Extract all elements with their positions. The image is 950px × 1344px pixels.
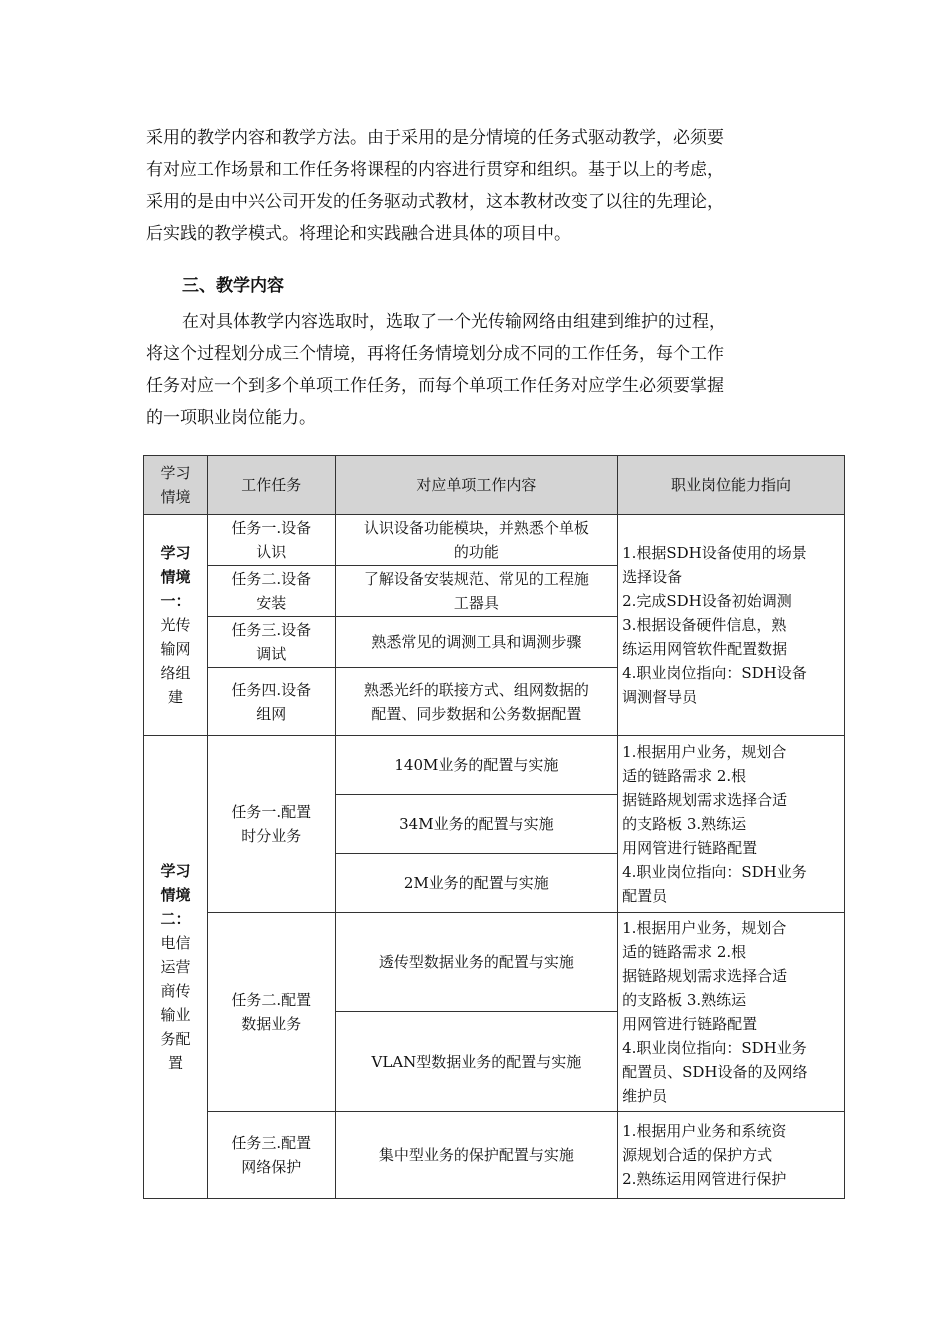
content-cell: VLAN型数据业务的配置与实施 bbox=[335, 1012, 617, 1112]
content-cell: 了解设备安装规范、常见的工程施 工器具 bbox=[335, 566, 617, 617]
task-cell: 任务一.设备 认识 bbox=[207, 515, 335, 566]
header-situation: 学习 情境 bbox=[144, 456, 208, 515]
content-cell: 集中型业务的保护配置与实施 bbox=[335, 1112, 617, 1199]
content-cell: 认识设备功能模块，并熟悉个单板 的功能 bbox=[335, 515, 617, 566]
text-line: 采用的教学内容和教学方法。由于采用的是分情境的任务式驱动教学，必须要 bbox=[146, 128, 724, 148]
header-ability: 职业岗位能力指向 bbox=[618, 456, 845, 515]
text-line: 后实践的教学模式。将理论和实践融合进具体的项目中。 bbox=[146, 224, 571, 244]
situation-2-cell: 学习 情境 二： 电信 运营 商传 输业 务配 置 bbox=[144, 736, 208, 1199]
content-cell: 140M业务的配置与实施 bbox=[335, 736, 617, 795]
text-line: 采用的是由中兴公司开发的任务驱动式教材，这本教材改变了以往的先理论， bbox=[146, 192, 724, 212]
task-cell: 任务二.设备 安装 bbox=[207, 566, 335, 617]
task-cell: 任务一.配置 时分业务 bbox=[207, 736, 335, 913]
text-line: 的一项职业岗位能力。 bbox=[146, 408, 316, 428]
content-cell: 熟悉光纤的联接方式、组网数据的 配置、同步数据和公务数据配置 bbox=[335, 668, 617, 736]
table-row bbox=[144, 913, 845, 1012]
ability-cell: 1.根据用户业务，规划合 适的链路需求 2.根 据链路规划需求选择合适 的支路板 3.熟练运 用网管进行链路配置 4.职业岗位指向：SDH业务 配置员 bbox=[618, 736, 845, 913]
ability-cell: 1.根据SDH设备使用的场景 选择设备 2.完成SDH设备初始调测 3.根据设备硬件信息，熟 练运用网管软件配置数据 4.职业岗位指向：SDH设备 调测督导员 bbox=[618, 515, 845, 736]
ability-cell: 1.根据用户业务和系统资 源规划合适的保护方式 2.熟练运用网管进行保护 bbox=[618, 1112, 845, 1199]
content-table bbox=[143, 455, 845, 1199]
task-cell: 任务四.设备 组网 bbox=[207, 668, 335, 736]
body-paragraph bbox=[146, 306, 816, 434]
task-cell: 任务三.设备 调试 bbox=[207, 617, 335, 668]
text-line: 将这个过程划分成三个情境，再将任务情境划分成不同的工作任务，每个工作 bbox=[146, 344, 724, 364]
content-cell: 2M业务的配置与实施 bbox=[335, 854, 617, 913]
ability-cell: 1.根据用户业务，规划合 适的链路需求 2.根 据链路规划需求选择合适 的支路板 3.熟练运 用网管进行链路配置 4.职业岗位指向：SDH业务 配置员、SDH设备的及网络 维护员 bbox=[618, 913, 845, 1112]
table-row bbox=[144, 736, 845, 795]
content-cell: 熟悉常见的调测工具和调测步骤 bbox=[335, 617, 617, 668]
content-cell: 透传型数据业务的配置与实施 bbox=[335, 913, 617, 1012]
task-cell: 任务二.配置 数据业务 bbox=[207, 913, 335, 1112]
intro-paragraph bbox=[146, 122, 816, 250]
header-content: 对应单项工作内容 bbox=[335, 456, 617, 515]
content-cell: 34M业务的配置与实施 bbox=[335, 795, 617, 854]
header-task: 工作任务 bbox=[207, 456, 335, 515]
text-line: 有对应工作场景和工作任务将课程的内容进行贯穿和组织。基于以上的考虑， bbox=[146, 160, 724, 180]
text-line: 在对具体教学内容选取时，选取了一个光传输网络由组建到维护的过程， bbox=[182, 312, 726, 332]
text-line: 任务对应一个到多个单项工作任务，而每个单项工作任务对应学生必须要掌握 bbox=[146, 376, 724, 396]
task-cell: 任务三.配置 网络保护 bbox=[207, 1112, 335, 1199]
situation-1-cell: 学习 情境 一： 光传 输网 络组 建 bbox=[144, 515, 208, 736]
section-heading: 三、教学内容 bbox=[182, 276, 284, 296]
table-row bbox=[144, 1112, 845, 1199]
table-row bbox=[144, 515, 845, 566]
table-header-row bbox=[144, 456, 845, 515]
